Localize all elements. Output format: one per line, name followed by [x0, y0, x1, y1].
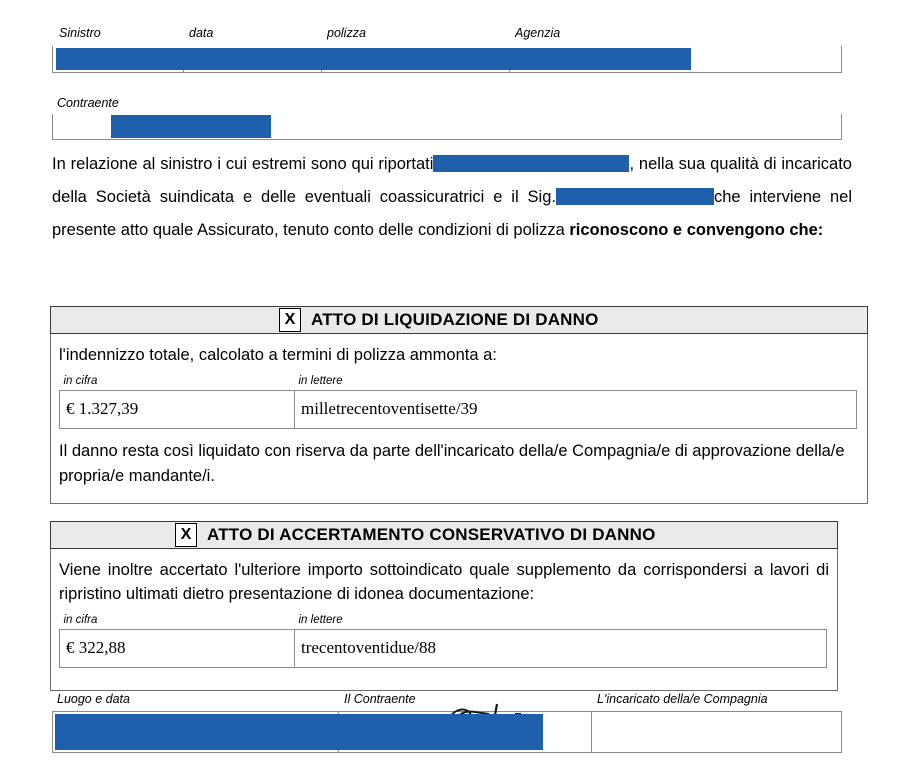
contraente-value-row: [52, 114, 842, 140]
redaction-contraente: [111, 115, 271, 138]
intro-paragraph: [52, 148, 852, 247]
redaction-header-values: [56, 48, 691, 70]
section-1-title: ATTO DI LIQUIDAZIONE DI DANNO: [311, 310, 599, 329]
intro-text-part3: che interviene nel presente atto quale Assicurato, tenuto conto delle condizioni di polizza: [52, 188, 852, 239]
amount-label-row: [60, 373, 857, 391]
section-1-header: [50, 306, 868, 334]
label-in-lettere: in lettere: [298, 614, 343, 626]
amount-value-row: [60, 630, 827, 668]
section-atto-accertamento: [50, 521, 838, 691]
amount-value-row: [60, 391, 857, 429]
intro-text-bold-tail: riconoscono e convengono che:: [569, 221, 824, 239]
amount-words-liquidazione[interactable]: milletrecentoventisette/39: [295, 391, 857, 429]
checkbox-atto-accertamento[interactable]: X: [175, 523, 197, 547]
section-2-body: [50, 549, 838, 691]
intro-text-part2: , nella sua qualità di incaricato della Società suindicata e delle eventuali coassicuratrici e il Sig.: [52, 155, 852, 206]
redaction-sinistro-reference: [433, 155, 629, 172]
label-luogo-e-data: Luogo e data: [57, 692, 130, 706]
signature-column-divider-2: [591, 712, 592, 752]
section-1-intro-text: l'indennizzo totale, calcolato a termini di polizza ammonta a:: [59, 346, 497, 364]
checkbox-atto-liquidazione[interactable]: X: [279, 308, 301, 332]
label-data: data: [189, 26, 214, 40]
section-2-title: ATTO DI ACCERTAMENTO CONSERVATIVO DI DANNO: [207, 525, 656, 544]
header-table-labels: [52, 26, 842, 46]
amount-label-row: [60, 612, 827, 630]
section-1-tail-text: Il danno resta così liquidato con riserva da parte dell'incaricato della/e Compagnia/e di approvazione della/e propria/e mandante/i.: [59, 442, 845, 485]
section-2-header: [50, 521, 838, 549]
amount-figure-accertamento[interactable]: € 322,88: [60, 630, 295, 668]
signature-row: [52, 711, 842, 753]
section-2-bottom-padding: [51, 668, 837, 690]
header-table: [52, 26, 842, 73]
signature-labels: [52, 692, 842, 711]
section-atto-liquidazione: [50, 306, 868, 504]
section-2-intro-text: Viene inoltre accertato l'ulteriore importo sottoindicato quale supplemento da corrispondersi a lavori di ripristino ultimati dietro presentazione di idonea documentazione:: [59, 561, 829, 603]
label-in-cifra: in cifra: [63, 614, 98, 626]
label-contraente: Contraente: [57, 96, 119, 110]
contraente-block: [52, 96, 842, 140]
amount-figure-liquidazione[interactable]: € 1.327,39: [60, 391, 295, 429]
label-il-contraente: Il Contraente: [344, 692, 416, 706]
signature-footer: [52, 692, 842, 753]
label-in-lettere: in lettere: [298, 375, 343, 387]
section-1-body: [50, 334, 868, 504]
label-incaricato-compagnia: L'incaricato della/e Compagnia: [597, 692, 768, 706]
intro-text-part1: In relazione al sinistro i cui estremi sono qui riportati: [52, 155, 434, 173]
header-table-values-row: [52, 46, 842, 73]
amount-words-accertamento[interactable]: trecentoventidue/88: [295, 630, 827, 668]
amount-table-liquidazione: [59, 373, 857, 429]
label-agenzia: Agenzia: [515, 26, 561, 40]
label-sinistro: Sinistro: [59, 26, 101, 40]
label-polizza: polizza: [327, 26, 366, 40]
amount-table-accertamento: [59, 612, 827, 668]
redaction-assicurato-name: [556, 188, 714, 205]
redaction-luogo-data-e-firma-contraente: [55, 714, 543, 750]
label-in-cifra: in cifra: [63, 375, 98, 387]
